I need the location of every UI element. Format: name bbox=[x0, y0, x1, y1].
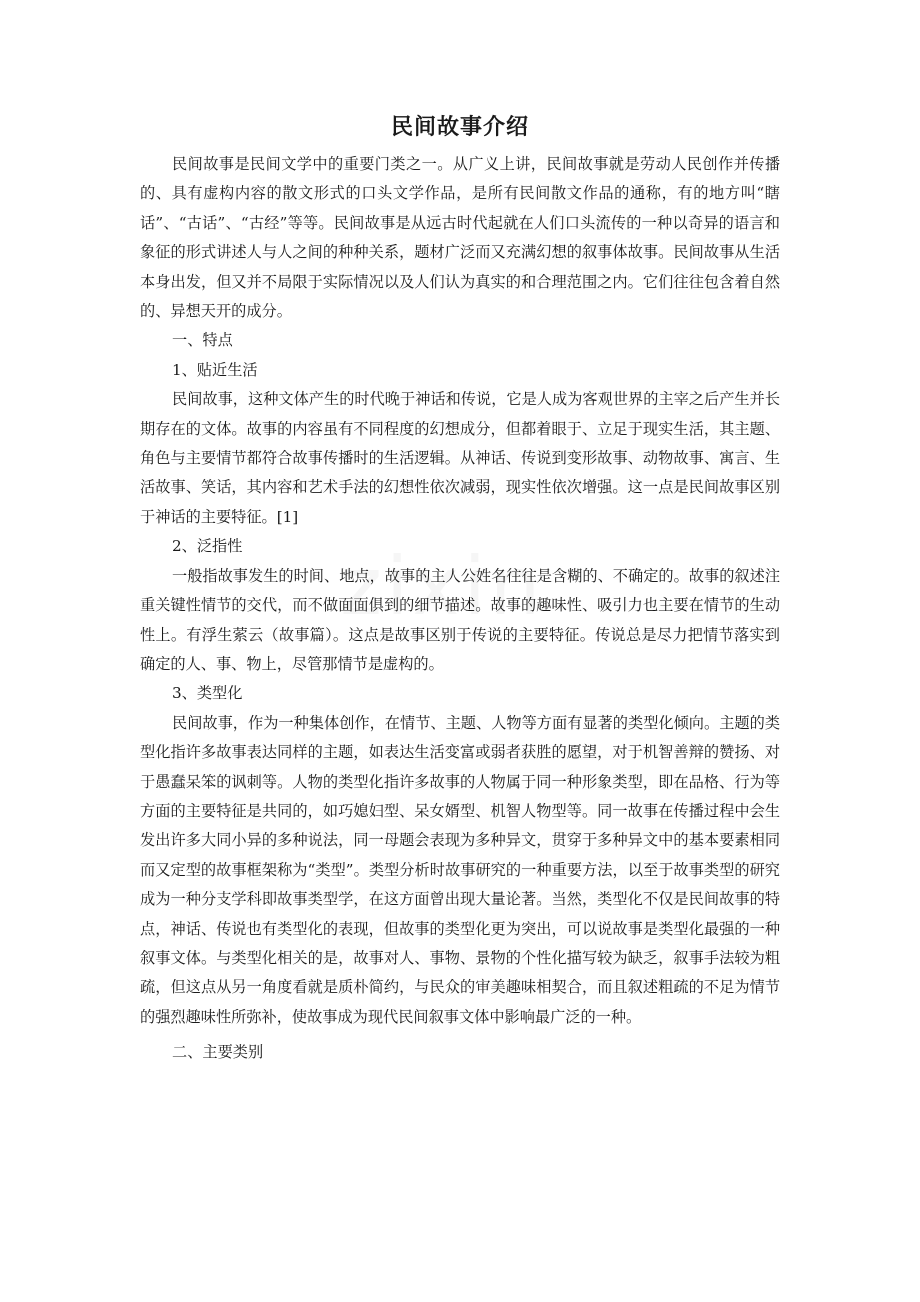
subheading-generality: 2、泛指性 bbox=[172, 537, 243, 556]
paragraph-typification: 民间故事，作为一种集体创作，在情节、主题、人物等方面有显著的类型化倾向。主题的类型化指许多故事表达同样的主题，如表达生活变富或弱者获胜的愿望，对于机智善辩的赞扬、对于愚蠢呆笨的讽刺等。人物的类型化指许多故事的人物属于同一种形象类型，即在品格、行为等方面的主要特征是共同的，如巧媳妇型、呆女婿型、机智人物型等。同一故事在传播过程中会生发出许多大同小异的多种说法，同一母题会表现为多种异文，贯穿于多种异文中的基本要素相同而又定型的故事框架称为“类型”。类型分析时故事研究的一种重要方法，以至于故事类型的研究成为一种分支学科即故事类型学，在这方面曾出现大量论著。当然，类型化不仅是民间故事的特点，神话、传说也有类型化的表现，但故事的类型化更为突出，可以说故事是类型化最强的一种叙事文体。与类型化相关的是，故事对人、事物、景物的个性化描写较为缺乏，叙事手法较为粗疏，但这点从另一角度看就是质朴简约，与民众的审美趣味相契合，而且叙述粗疏的不足为情节的强烈趣味性所弥补，使故事成为现代民间叙事文体中影响最广泛的一种。 bbox=[140, 713, 780, 1026]
paragraph-generality: 一般指故事发生的时间、地点，故事的主人公姓名往往是含糊的、不确定的。故事的叙述注重关键性情节的交代，而不做面面俱到的细节描述。故事的趣味性、吸引力也主要在情节的生动性上。有浮生萦云（故事篇）。这点是故事区别于传说的主要特征。传说总是尽力把情节落实到确定的人、事、物上，尽管那情节是虚构的。 bbox=[140, 566, 780, 673]
section-heading-main-categories: 二、主要类别 bbox=[172, 1043, 264, 1062]
document-page bbox=[140, 108, 780, 1068]
paragraph-close-to-life: 民间故事，这种文体产生的时代晚于神话和传说，它是人成为客观世界的主宰之后产生并长期存在的文体。故事的内容虽有不同程度的幻想成分，但都着眼于、立足于现实生活，其主题、角色与主要情节都符合故事传播时的生活逻辑。从神话、传说到变形故事、动物故事、寓言、生活故事、笑话，其内容和艺术手法的幻想性依次减弱，现实性依次增强。这一点是民间故事区别于神话的主要特征。[1] bbox=[140, 390, 780, 526]
subheading-typification: 3、类型化 bbox=[172, 684, 243, 703]
document-title: 民间故事介绍 bbox=[390, 115, 529, 140]
intro-paragraph: 民间故事是民间文学中的重要门类之一。从广义上讲，民间故事就是劳动人民创作并传播的、具有虚构内容的散文形式的口头文学作品，是所有民间散文作品的通称，有的地方叫“瞎话”、“古话”、“古经”等等。民间故事是从远古时代起就在人们口头流传的一种以奇异的语言和象征的形式讲述人与人之间的种种关系，题材广泛而又充满幻想的叙事体故事。民间故事从生活本身出发，但又并不局限于实际情况以及人们认为真实的和合理范围之内。它们往往包含着自然的、异想天开的成分。 bbox=[140, 155, 780, 321]
subheading-close-to-life: 1、贴近生活 bbox=[172, 360, 258, 379]
section-heading-features: 一、特点 bbox=[172, 331, 233, 350]
